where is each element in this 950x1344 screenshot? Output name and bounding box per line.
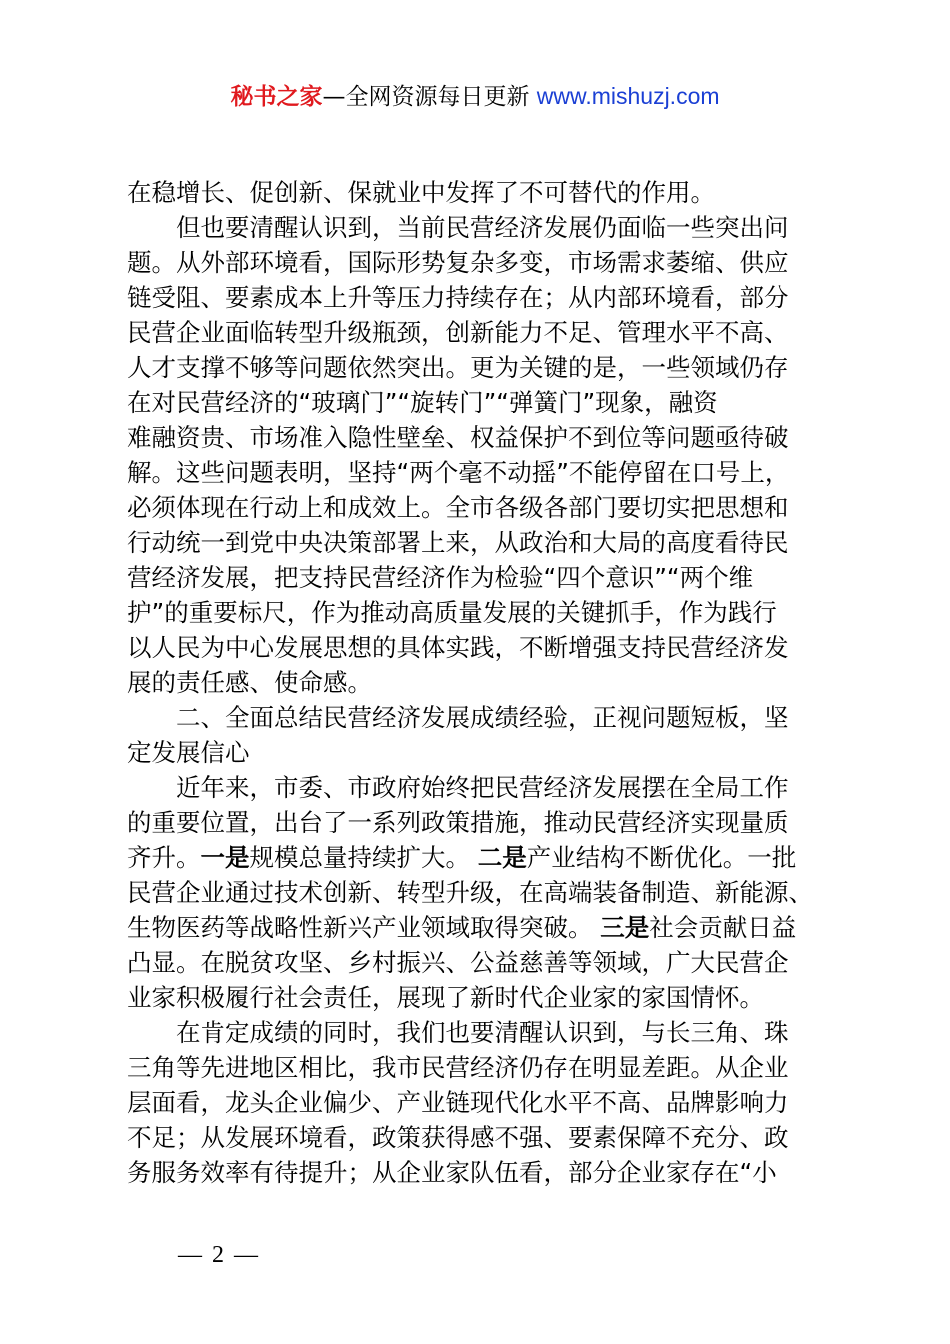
text-line: 民营企业面临转型升级瓶颈，创新能力不足、管理水平不高、 <box>127 318 789 347</box>
text-segment: 产业结构不断优化。一批 <box>526 843 797 872</box>
text-line: 行动统一到党中央决策部署上来，从政治和大局的高度看待民 <box>127 528 789 557</box>
bold-keyword: 三是 <box>600 913 650 942</box>
bold-keyword: 二是 <box>477 843 527 872</box>
text-line: 营经济发展，把支持民营经济作为检验“四个意识”“两个维 <box>127 563 754 592</box>
header-tagline: —全网资源每日更新 <box>322 84 537 110</box>
text-segment: 社会贡献日益 <box>649 913 797 942</box>
page-number: — 2 — <box>178 1242 260 1268</box>
brand-name: 秘书之家 <box>230 84 323 110</box>
text-line: 难融资贵、市场准入隐性壁垒、权益保护不到位等问题亟待破 <box>127 423 789 452</box>
text-line: 人才支撑不够等问题依然突出。更为关键的是，一些领域仍存 <box>127 353 789 382</box>
text-line: 护”的重要标尺，作为推动高质量发展的关键抓手，作为践行 <box>127 598 777 627</box>
text-line: 务服务效率有待提升；从企业家队伍看，部分企业家存在“小 <box>127 1158 777 1187</box>
section-heading-line: 二、全面总结民营经济发展成绩经验，正视问题短板，坚 <box>176 703 789 732</box>
paragraph-start-line: 在肯定成绩的同时，我们也要清醒认识到，与长三角、珠 <box>176 1018 789 1047</box>
text-line: 链受阻、要素成本上升等压力持续存在；从内部环境看，部分 <box>127 283 789 312</box>
text-segment: 齐升。 <box>127 843 201 872</box>
site-url[interactable]: www.mishuzj.com <box>536 83 720 109</box>
section-heading-line: 定发展信心 <box>127 738 250 767</box>
paragraph-start-line: 近年来，市委、市政府始终把民营经济发展摆在全局工作 <box>176 773 789 802</box>
text-line: 解。这些问题表明，坚持“两个毫不动摇”不能停留在口号上， <box>127 458 790 487</box>
text-line: 的重要位置，出台了一系列政策措施，推动民营经济实现量质 <box>127 808 789 837</box>
site-header <box>0 80 950 113</box>
text-line: 业家积极履行社会责任，展现了新时代企业家的家国情怀。 <box>127 983 764 1012</box>
bold-keyword: 一是 <box>200 843 250 872</box>
text-line: 不足；从发展环境看，政策获得感不强、要素保障不充分、政 <box>127 1123 789 1152</box>
text-line: 凸显。在脱贫攻坚、乡村振兴、公益慈善等领域，广大民营企 <box>127 948 789 977</box>
text-line: 展的责任感、使命感。 <box>127 668 372 697</box>
text-segment: 生物医药等战略性新兴产业领域取得突破。 <box>127 913 601 942</box>
text-line: 以人民为中心发展思想的具体实践，不断增强支持民营经济发 <box>127 633 789 662</box>
text-segment: 规模总量持续扩大。 <box>249 843 478 872</box>
text-line: 必须体现在行动上和成效上。全市各级各部门要切实把思想和 <box>127 493 789 522</box>
text-line: 三角等先进地区相比，我市民营经济仍存在明显差距。从企业 <box>127 1053 789 1082</box>
text-line: 层面看，龙头企业偏少、产业链现代化水平不高、品牌影响力 <box>127 1088 789 1117</box>
text-line <box>127 840 833 875</box>
text-line: 民营企业通过技术创新、转型升级，在高端装备制造、新能源、 <box>127 878 813 907</box>
document-body <box>127 175 833 1190</box>
text-line <box>127 910 833 945</box>
text-line: 在对民营经济的“玻璃门”“旋转门”“弹簧门”现象，融资 <box>127 388 718 417</box>
text-line: 题。从外部环境看，国际形势复杂多变，市场需求萎缩、供应 <box>127 248 789 277</box>
paragraph-start-line: 但也要清醒认识到，当前民营经济发展仍面临一些突出问 <box>176 213 789 242</box>
text-line: 在稳增长、促创新、保就业中发挥了不可替代的作用。 <box>127 178 715 207</box>
